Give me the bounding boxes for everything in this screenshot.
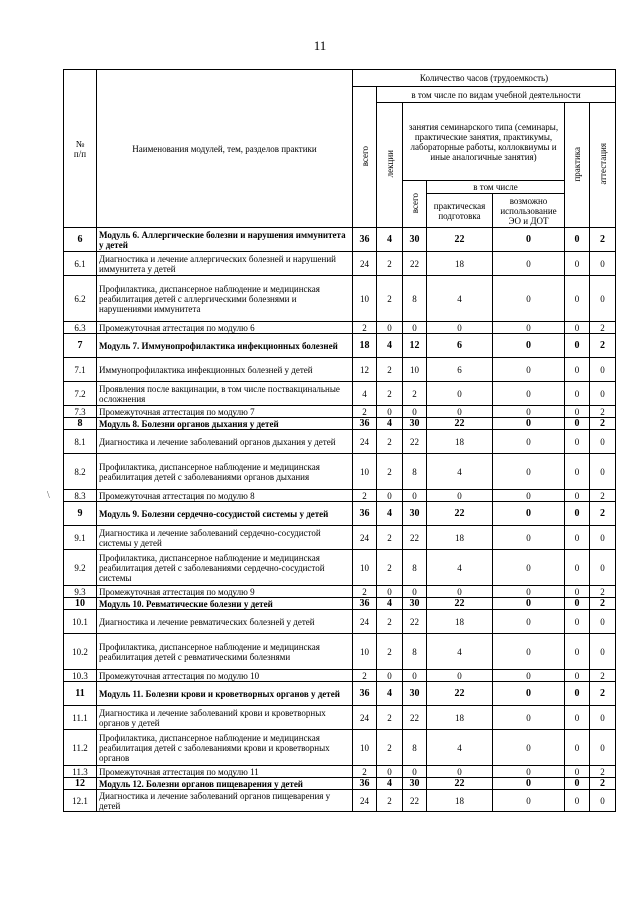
cell-lectures: 2 <box>377 276 403 322</box>
row-title: Профилактика, диспансерное наблюдение и медицинская реабилитация детей с ревматическими болезнями <box>97 634 353 670</box>
cell-lectures: 2 <box>377 526 403 550</box>
cell-lectures: 4 <box>377 228 403 252</box>
cell-total: 2 <box>353 322 377 334</box>
cell-practice: 0 <box>565 382 590 406</box>
cell-sem: 2 <box>403 382 427 406</box>
cell-eo: 0 <box>493 586 565 598</box>
header-total-label: всего <box>359 145 370 167</box>
cell-att: 2 <box>590 778 616 790</box>
header-num: № п/п <box>64 70 97 228</box>
cell-eo: 0 <box>493 778 565 790</box>
cell-att: 0 <box>590 706 616 730</box>
row-title: Профилактика, диспансерное наблюдение и медицинская реабилитация детей с заболеваниями крови и кроветворных органов <box>97 730 353 766</box>
cell-pract: 18 <box>427 430 493 454</box>
row-number: 8.1 <box>64 430 97 454</box>
cell-eo: 0 <box>493 706 565 730</box>
cell-practice: 0 <box>565 334 590 358</box>
cell-lectures: 2 <box>377 454 403 490</box>
row-title: Диагностика и лечение заболеваний органов дыхания у детей <box>97 430 353 454</box>
cell-sem: 0 <box>403 670 427 682</box>
cell-practice: 0 <box>565 358 590 382</box>
cell-pract: 0 <box>427 322 493 334</box>
header-practice-label: практика <box>572 146 582 182</box>
cell-lectures: 2 <box>377 730 403 766</box>
cell-pract: 4 <box>427 276 493 322</box>
cell-sem: 0 <box>403 490 427 502</box>
header-by-activity: в том числе по видам учебной деятельности <box>377 87 616 103</box>
table-row <box>64 490 616 502</box>
table-row <box>64 634 616 670</box>
table-row <box>64 670 616 682</box>
table-row <box>64 430 616 454</box>
cell-pract: 6 <box>427 334 493 358</box>
row-number: 6.1 <box>64 252 97 276</box>
header-attestation <box>590 103 616 228</box>
row-title: Профилактика, диспансерное наблюдение и медицинская реабилитация детей с аллергическими болезнями и нарушениями иммунитета <box>97 276 353 322</box>
cell-total: 36 <box>353 778 377 790</box>
cell-sem: 8 <box>403 634 427 670</box>
row-title: Диагностика и лечение ревматических болезней у детей <box>97 610 353 634</box>
cell-lectures: 2 <box>377 252 403 276</box>
cell-pract: 0 <box>427 406 493 418</box>
cell-pract: 4 <box>427 730 493 766</box>
cell-eo: 0 <box>493 634 565 670</box>
cell-eo: 0 <box>493 382 565 406</box>
row-number: 11.2 <box>64 730 97 766</box>
table-row <box>64 454 616 490</box>
cell-eo: 0 <box>493 610 565 634</box>
cell-practice: 0 <box>565 586 590 598</box>
cell-sem: 30 <box>403 598 427 610</box>
cell-att: 2 <box>590 586 616 598</box>
row-number: 10.2 <box>64 634 97 670</box>
cell-eo: 0 <box>493 454 565 490</box>
cell-eo: 0 <box>493 406 565 418</box>
header-hours-title: Количество часов (трудоемкость) <box>353 70 616 87</box>
cell-att: 2 <box>590 334 616 358</box>
cell-total: 36 <box>353 418 377 430</box>
cell-lectures: 2 <box>377 706 403 730</box>
row-title: Иммунопрофилактика инфекционных болезней у детей <box>97 358 353 382</box>
cell-practice: 0 <box>565 502 590 526</box>
cell-eo: 0 <box>493 322 565 334</box>
header-practical-training: практическая подготовка <box>427 194 493 228</box>
row-number: 9.2 <box>64 550 97 586</box>
cell-pract: 22 <box>427 228 493 252</box>
cell-sem: 8 <box>403 730 427 766</box>
row-title: Профилактика, диспансерное наблюдение и медицинская реабилитация детей с заболеваниями сердечно-сосудистой системы <box>97 550 353 586</box>
row-title: Промежуточная аттестация по модулю 6 <box>97 322 353 334</box>
row-title: Модуль 7. Иммунопрофилактика инфекционных болезней <box>97 334 353 358</box>
cell-practice: 0 <box>565 490 590 502</box>
row-title: Профилактика, диспансерное наблюдение и медицинская реабилитация детей с заболеваниями органов дыхания <box>97 454 353 490</box>
row-title: Промежуточная аттестация по модулю 11 <box>97 766 353 778</box>
header-seminar-type: занятия семинарского типа (семинары, практические занятия, практикумы, лабораторные работы, коллоквиумы и иные аналогичные занятия) <box>403 103 565 181</box>
cell-lectures: 2 <box>377 550 403 586</box>
cell-total: 10 <box>353 634 377 670</box>
cell-practice: 0 <box>565 778 590 790</box>
cell-eo: 0 <box>493 358 565 382</box>
cell-att: 0 <box>590 790 616 812</box>
cell-pract: 0 <box>427 490 493 502</box>
module-row <box>64 598 616 610</box>
cell-pract: 18 <box>427 790 493 812</box>
cell-eo: 0 <box>493 490 565 502</box>
cell-practice: 0 <box>565 252 590 276</box>
cell-sem: 8 <box>403 550 427 586</box>
cell-sem: 22 <box>403 526 427 550</box>
row-number: 7.1 <box>64 358 97 382</box>
row-title: Модуль 10. Ревматические болезни у детей <box>97 598 353 610</box>
row-number: 9.1 <box>64 526 97 550</box>
cell-eo: 0 <box>493 252 565 276</box>
table-row <box>64 358 616 382</box>
cell-practice: 0 <box>565 706 590 730</box>
row-number: 6 <box>64 228 97 252</box>
row-number: 7 <box>64 334 97 358</box>
row-number: 10.3 <box>64 670 97 682</box>
cell-lectures: 2 <box>377 790 403 812</box>
cell-lectures: 4 <box>377 598 403 610</box>
header-practice <box>565 103 590 228</box>
module-row <box>64 334 616 358</box>
row-title: Промежуточная аттестация по модулю 10 <box>97 670 353 682</box>
table-row <box>64 610 616 634</box>
cell-lectures: 2 <box>377 358 403 382</box>
cell-att: 0 <box>590 454 616 490</box>
cell-sem: 12 <box>403 334 427 358</box>
cell-total: 2 <box>353 670 377 682</box>
row-title: Промежуточная аттестация по модулю 7 <box>97 406 353 418</box>
cell-eo: 0 <box>493 276 565 322</box>
cell-practice: 0 <box>565 550 590 586</box>
row-number: 11 <box>64 682 97 706</box>
cell-practice: 0 <box>565 790 590 812</box>
cell-sem: 8 <box>403 454 427 490</box>
cell-lectures: 0 <box>377 322 403 334</box>
cell-practice: 0 <box>565 454 590 490</box>
table-row <box>64 322 616 334</box>
cell-lectures: 4 <box>377 334 403 358</box>
module-row <box>64 228 616 252</box>
page-number: 11 <box>313 38 327 53</box>
row-number: 11.1 <box>64 706 97 730</box>
cell-practice: 0 <box>565 430 590 454</box>
cell-practice: 0 <box>565 766 590 778</box>
cell-att: 0 <box>590 252 616 276</box>
cell-pract: 4 <box>427 550 493 586</box>
cell-att: 2 <box>590 418 616 430</box>
cell-pract: 4 <box>427 454 493 490</box>
cell-att: 0 <box>590 634 616 670</box>
header-seminar-total-label: всего <box>409 192 420 214</box>
table-row <box>64 252 616 276</box>
cell-eo: 0 <box>493 526 565 550</box>
header-seminar-total <box>403 181 427 228</box>
cell-sem: 0 <box>403 586 427 598</box>
cell-eo: 0 <box>493 766 565 778</box>
cell-lectures: 4 <box>377 778 403 790</box>
cell-pract: 22 <box>427 778 493 790</box>
cell-practice: 0 <box>565 610 590 634</box>
row-number: 12 <box>64 778 97 790</box>
table-row <box>64 730 616 766</box>
row-number: 7.3 <box>64 406 97 418</box>
cell-total: 36 <box>353 682 377 706</box>
cell-att: 0 <box>590 526 616 550</box>
table-row <box>64 382 616 406</box>
cell-lectures: 0 <box>377 490 403 502</box>
cell-total: 24 <box>353 526 377 550</box>
cell-total: 10 <box>353 276 377 322</box>
header-lectures-label: лекции <box>384 150 395 178</box>
cell-lectures: 2 <box>377 634 403 670</box>
cell-att: 2 <box>590 322 616 334</box>
cell-practice: 0 <box>565 670 590 682</box>
cell-total: 10 <box>353 730 377 766</box>
cell-pract: 0 <box>427 766 493 778</box>
row-title: Диагностика и лечение заболеваний крови и кроветворных органов у детей <box>97 706 353 730</box>
cell-practice: 0 <box>565 682 590 706</box>
cell-att: 0 <box>590 358 616 382</box>
cell-total: 24 <box>353 252 377 276</box>
row-title: Диагностика и лечение заболеваний органов пищеварения у детей <box>97 790 353 812</box>
row-number: 8.2 <box>64 454 97 490</box>
table-row <box>64 550 616 586</box>
cell-eo: 0 <box>493 418 565 430</box>
cell-sem: 30 <box>403 228 427 252</box>
row-number: 11.3 <box>64 766 97 778</box>
cell-sem: 22 <box>403 706 427 730</box>
cell-lectures: 2 <box>377 430 403 454</box>
row-number: 9 <box>64 502 97 526</box>
curriculum-table <box>63 69 616 812</box>
table-row <box>64 406 616 418</box>
cell-practice: 0 <box>565 228 590 252</box>
table-row <box>64 790 616 812</box>
cell-practice: 0 <box>565 406 590 418</box>
cell-pract: 18 <box>427 706 493 730</box>
table-body <box>64 228 616 812</box>
cell-sem: 8 <box>403 276 427 322</box>
row-title: Диагностика и лечение аллергических болезней и нарушений иммунитета у детей <box>97 252 353 276</box>
row-title: Модуль 11. Болезни крови и кроветворных органов у детей <box>97 682 353 706</box>
cell-total: 36 <box>353 502 377 526</box>
cell-att: 0 <box>590 550 616 586</box>
cell-eo: 0 <box>493 670 565 682</box>
cell-total: 18 <box>353 334 377 358</box>
cell-total: 24 <box>353 706 377 730</box>
cell-sem: 22 <box>403 252 427 276</box>
cell-lectures: 0 <box>377 670 403 682</box>
cell-att: 2 <box>590 598 616 610</box>
header-total <box>353 87 377 228</box>
cell-eo: 0 <box>493 682 565 706</box>
header-lectures <box>377 103 403 228</box>
cell-total: 2 <box>353 586 377 598</box>
header-including: в том числе <box>427 181 565 194</box>
cell-sem: 30 <box>403 682 427 706</box>
cell-pract: 22 <box>427 598 493 610</box>
cell-practice: 0 <box>565 276 590 322</box>
cell-pract: 22 <box>427 418 493 430</box>
cell-att: 0 <box>590 382 616 406</box>
cell-eo: 0 <box>493 502 565 526</box>
cell-total: 12 <box>353 358 377 382</box>
row-title: Модуль 8. Болезни органов дыхания у детей <box>97 418 353 430</box>
cell-att: 2 <box>590 670 616 682</box>
cell-total: 10 <box>353 550 377 586</box>
row-number: 7.2 <box>64 382 97 406</box>
row-number: 8.3 <box>64 490 97 502</box>
module-row <box>64 682 616 706</box>
cell-pract: 18 <box>427 610 493 634</box>
cell-lectures: 2 <box>377 610 403 634</box>
cell-lectures: 4 <box>377 682 403 706</box>
cell-total: 36 <box>353 228 377 252</box>
cell-eo: 0 <box>493 598 565 610</box>
cell-practice: 0 <box>565 418 590 430</box>
row-title: Промежуточная аттестация по модулю 8 <box>97 490 353 502</box>
cell-sem: 22 <box>403 610 427 634</box>
cell-pract: 22 <box>427 682 493 706</box>
cell-sem: 0 <box>403 766 427 778</box>
cell-att: 2 <box>590 502 616 526</box>
module-row <box>64 502 616 526</box>
cell-sem: 30 <box>403 778 427 790</box>
cell-practice: 0 <box>565 598 590 610</box>
header-name: Наименования модулей, тем, разделов практики <box>97 70 353 228</box>
cell-sem: 0 <box>403 406 427 418</box>
cell-total: 2 <box>353 406 377 418</box>
cell-lectures: 4 <box>377 502 403 526</box>
cell-total: 4 <box>353 382 377 406</box>
row-title: Промежуточная аттестация по модулю 9 <box>97 586 353 598</box>
header-attestation-label: аттестация <box>597 143 608 185</box>
cell-total: 10 <box>353 454 377 490</box>
cell-practice: 0 <box>565 526 590 550</box>
cell-sem: 30 <box>403 418 427 430</box>
row-number: 6.2 <box>64 276 97 322</box>
cell-total: 24 <box>353 430 377 454</box>
cell-att: 0 <box>590 730 616 766</box>
stray-mark: \ <box>47 490 50 501</box>
cell-eo: 0 <box>493 550 565 586</box>
cell-att: 2 <box>590 228 616 252</box>
table-row <box>64 706 616 730</box>
table-row <box>64 526 616 550</box>
cell-lectures: 2 <box>377 382 403 406</box>
row-number: 6.3 <box>64 322 97 334</box>
cell-att: 2 <box>590 490 616 502</box>
cell-total: 24 <box>353 610 377 634</box>
cell-sem: 30 <box>403 502 427 526</box>
cell-total: 36 <box>353 598 377 610</box>
cell-eo: 0 <box>493 730 565 766</box>
cell-sem: 0 <box>403 322 427 334</box>
cell-sem: 22 <box>403 790 427 812</box>
table-row <box>64 276 616 322</box>
row-number: 8 <box>64 418 97 430</box>
cell-att: 0 <box>590 276 616 322</box>
row-number: 12.1 <box>64 790 97 812</box>
row-title: Модуль 12. Болезни органов пищеварения у детей <box>97 778 353 790</box>
row-title: Модуль 6. Аллергические болезни и нарушения иммунитета у детей <box>97 228 353 252</box>
module-row <box>64 778 616 790</box>
row-number: 10.1 <box>64 610 97 634</box>
cell-att: 2 <box>590 682 616 706</box>
cell-pract: 0 <box>427 586 493 598</box>
cell-eo: 0 <box>493 228 565 252</box>
cell-lectures: 0 <box>377 766 403 778</box>
cell-pract: 18 <box>427 526 493 550</box>
cell-total: 24 <box>353 790 377 812</box>
row-title: Диагностика и лечение заболеваний сердечно-сосудистой системы у детей <box>97 526 353 550</box>
cell-total: 2 <box>353 490 377 502</box>
cell-att: 2 <box>590 766 616 778</box>
cell-practice: 0 <box>565 322 590 334</box>
cell-eo: 0 <box>493 334 565 358</box>
cell-pract: 0 <box>427 382 493 406</box>
cell-att: 2 <box>590 406 616 418</box>
table-row <box>64 766 616 778</box>
cell-pract: 18 <box>427 252 493 276</box>
module-row <box>64 418 616 430</box>
cell-pract: 4 <box>427 634 493 670</box>
row-number: 9.3 <box>64 586 97 598</box>
cell-att: 0 <box>590 430 616 454</box>
cell-lectures: 4 <box>377 418 403 430</box>
cell-practice: 0 <box>565 634 590 670</box>
row-title: Модуль 9. Болезни сердечно-сосудистой системы у детей <box>97 502 353 526</box>
cell-lectures: 0 <box>377 406 403 418</box>
table-row <box>64 586 616 598</box>
cell-pract: 0 <box>427 670 493 682</box>
row-title: Проявления после вакцинации, в том числе поствакцинальные осложнения <box>97 382 353 406</box>
cell-sem: 22 <box>403 430 427 454</box>
cell-att: 0 <box>590 610 616 634</box>
cell-total: 2 <box>353 766 377 778</box>
header-distance-learning: возможно использование ЭО и ДОТ <box>493 194 565 228</box>
cell-pract: 6 <box>427 358 493 382</box>
cell-lectures: 0 <box>377 586 403 598</box>
cell-sem: 10 <box>403 358 427 382</box>
cell-eo: 0 <box>493 790 565 812</box>
cell-practice: 0 <box>565 730 590 766</box>
cell-eo: 0 <box>493 430 565 454</box>
cell-pract: 22 <box>427 502 493 526</box>
table-header <box>64 70 616 228</box>
row-number: 10 <box>64 598 97 610</box>
